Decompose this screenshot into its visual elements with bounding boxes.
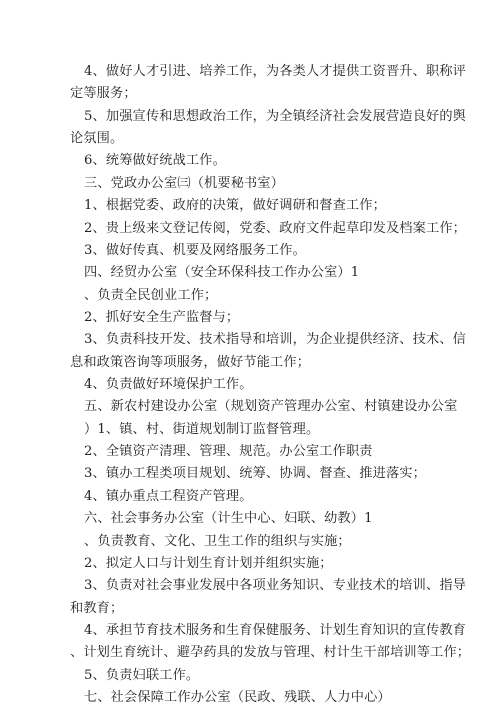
text-line: 3、做好传真、机要及网络服务工作。 (84, 242, 306, 258)
text-line: 3、镇办工程类项目规划、统筹、协调、督查、推进落实； (84, 466, 426, 482)
section-heading: 五、新农村建设办公室（规划资产管理办公室、村镇建设办公室 (84, 399, 458, 415)
text-line: 、负责教育、文化、卫生工作的组织与实施； (84, 533, 351, 549)
text-line: 4、做好人才引进、培养工作，为各类人才提供工资晋升、职称评 (84, 64, 466, 79)
text-line: 定等服务； (70, 86, 137, 102)
text-line: 2、拟定人口与计划生育计划并组织实施； (84, 555, 333, 571)
section-heading: 四、经贸办公室（安全环保科技工作办公室）1 (84, 265, 360, 281)
text-line: ）1、镇、村、街道规划制订监督管理。 (84, 421, 320, 437)
text-line: 4、负责做好环境保护工作。 (84, 377, 253, 392)
section-heading: 七、社会保障工作办公室（民政、残联、人力中心） (84, 690, 391, 705)
text-line: 5、加强宣传和思想政治工作，为全镇经济社会发展营造良好的舆 (84, 108, 466, 124)
section-heading: 六、社会事务办公室（计生中心、妇联、幼教）1 (84, 511, 373, 527)
text-line: 、计划生育统计、避孕药具的发放与管理、村计生干部培训等工作； (70, 645, 471, 661)
text-line: 息和政策咨询等项服务，做好节能工作； (70, 354, 311, 370)
text-line: 、负责全民创业工作； (84, 287, 218, 303)
text-line: 2、抓好安全生产监督与； (84, 309, 240, 325)
section-heading: 三、党政办公室㈢（机要秘书室） (84, 175, 285, 191)
text-line: 3、负责科技开发、技术指导和培训，为企业提供经济、技术、信 (84, 332, 466, 348)
text-line: 论氛围。 (70, 131, 124, 147)
text-line: 2、全镇资产清理、管理、规范。办公室工作职责 (84, 444, 373, 460)
text-line: 5、负责妇联工作。 (84, 667, 200, 683)
text-line: 2、贵上级来文登记传阅，党委、政府文件起草印发及档案工作； (84, 220, 466, 236)
text-line: 3、负责对社会事业发展中各项业务知识、专业技术的培训、指导 (84, 578, 466, 594)
text-line: 4、镇办重点工程资产管理。 (84, 488, 253, 504)
text-line: 和教育； (70, 600, 124, 616)
text-line: 6、统筹做好统战工作。 (84, 153, 226, 169)
text-line: 4、承担节育技术服务和生育保健服务、计划生育知识的宣传教育 (84, 622, 466, 638)
text-line: 1、根据党委、政府的决策，做好调研和督查工作； (84, 198, 386, 214)
